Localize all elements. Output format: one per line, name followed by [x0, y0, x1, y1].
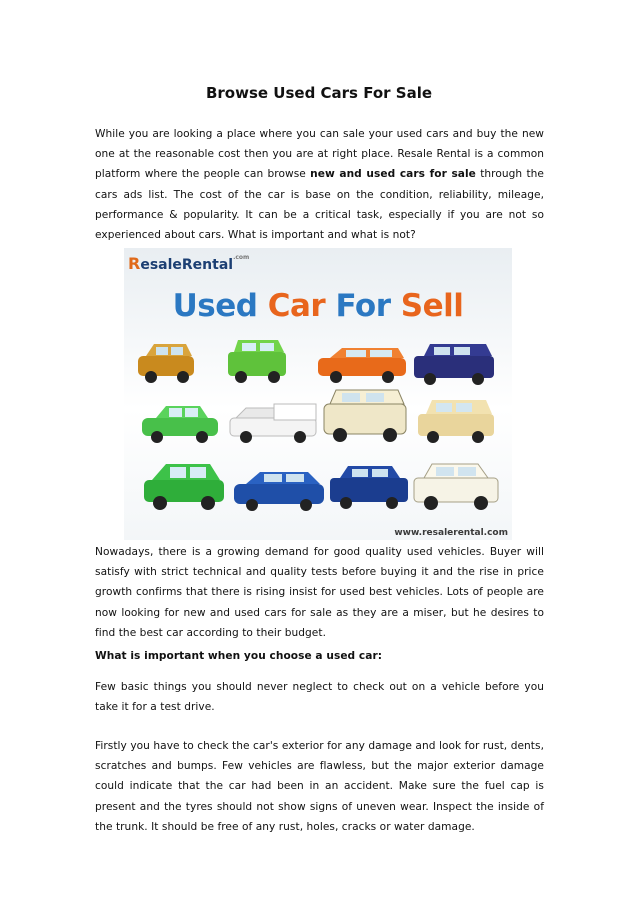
car-icon — [324, 390, 406, 442]
intro-bold-link: new and used cars for sale — [310, 168, 476, 181]
car-icon — [144, 464, 224, 510]
car-illustrations — [124, 248, 512, 540]
page-title: Browse Used Cars For Sale — [205, 84, 433, 102]
car-icon — [230, 404, 316, 443]
basic-things-paragraph: Few basic things you should never neglect to check out on a vehicle before you take it for a test drive. — [95, 681, 544, 714]
car-icon — [138, 344, 194, 383]
banner-website: www.resalerental.com — [394, 528, 508, 538]
car-icon — [318, 348, 406, 383]
car-icon — [330, 466, 408, 509]
car-icon — [418, 400, 494, 443]
section-heading: What is important when you choose a used car: — [95, 650, 383, 662]
car-icon — [414, 344, 494, 385]
car-icon — [228, 340, 286, 383]
intro-text-after: through the cars ads list. The cost of the car is base on the condition, reliability, mileage, performance & popularity. It can be a critical task, especially if you are not so experienced about cars. What is important and what is not? — [95, 168, 544, 242]
resalerental-logo: ResaleRental$^{.com}$ — [128, 254, 250, 273]
exterior-check-paragraph: Firstly you have to check the car's exterior for any damage and look for rust, dents, scratches and bumps. Few vehicles are flawless, but the major exterior damage could indicate that the car had been in an accident. Make sure the fuel cap is present and the tyres should not show signs of uneven wear. Inspect the inside of the trunk. It should be free of any rust, holes, cracks or water damage. — [95, 740, 544, 833]
intro-text-before: While you are looking a place where you can sale your used cars and buy the new one at the reasonable cost then you are at right place. Resale Rental is a common platform where the people can browse — [95, 128, 544, 181]
used-car-banner-image — [124, 248, 512, 540]
banner-headline: Used Car For Sell — [172, 288, 464, 324]
car-icon — [414, 464, 498, 510]
intro-paragraph — [95, 124, 544, 245]
car-icon — [142, 406, 218, 443]
demand-paragraph: Nowadays, there is a growing demand for good quality used vehicles. Buyer will satisfy with strict technical and quality tests before buying it and the rise in price growth confirms that there is rising insist for used best vehicles. Lots of people are now looking for new and used cars for sale as they are a miser, but he desires to find the best car according to their budget. — [95, 546, 544, 639]
car-icon — [234, 472, 324, 511]
